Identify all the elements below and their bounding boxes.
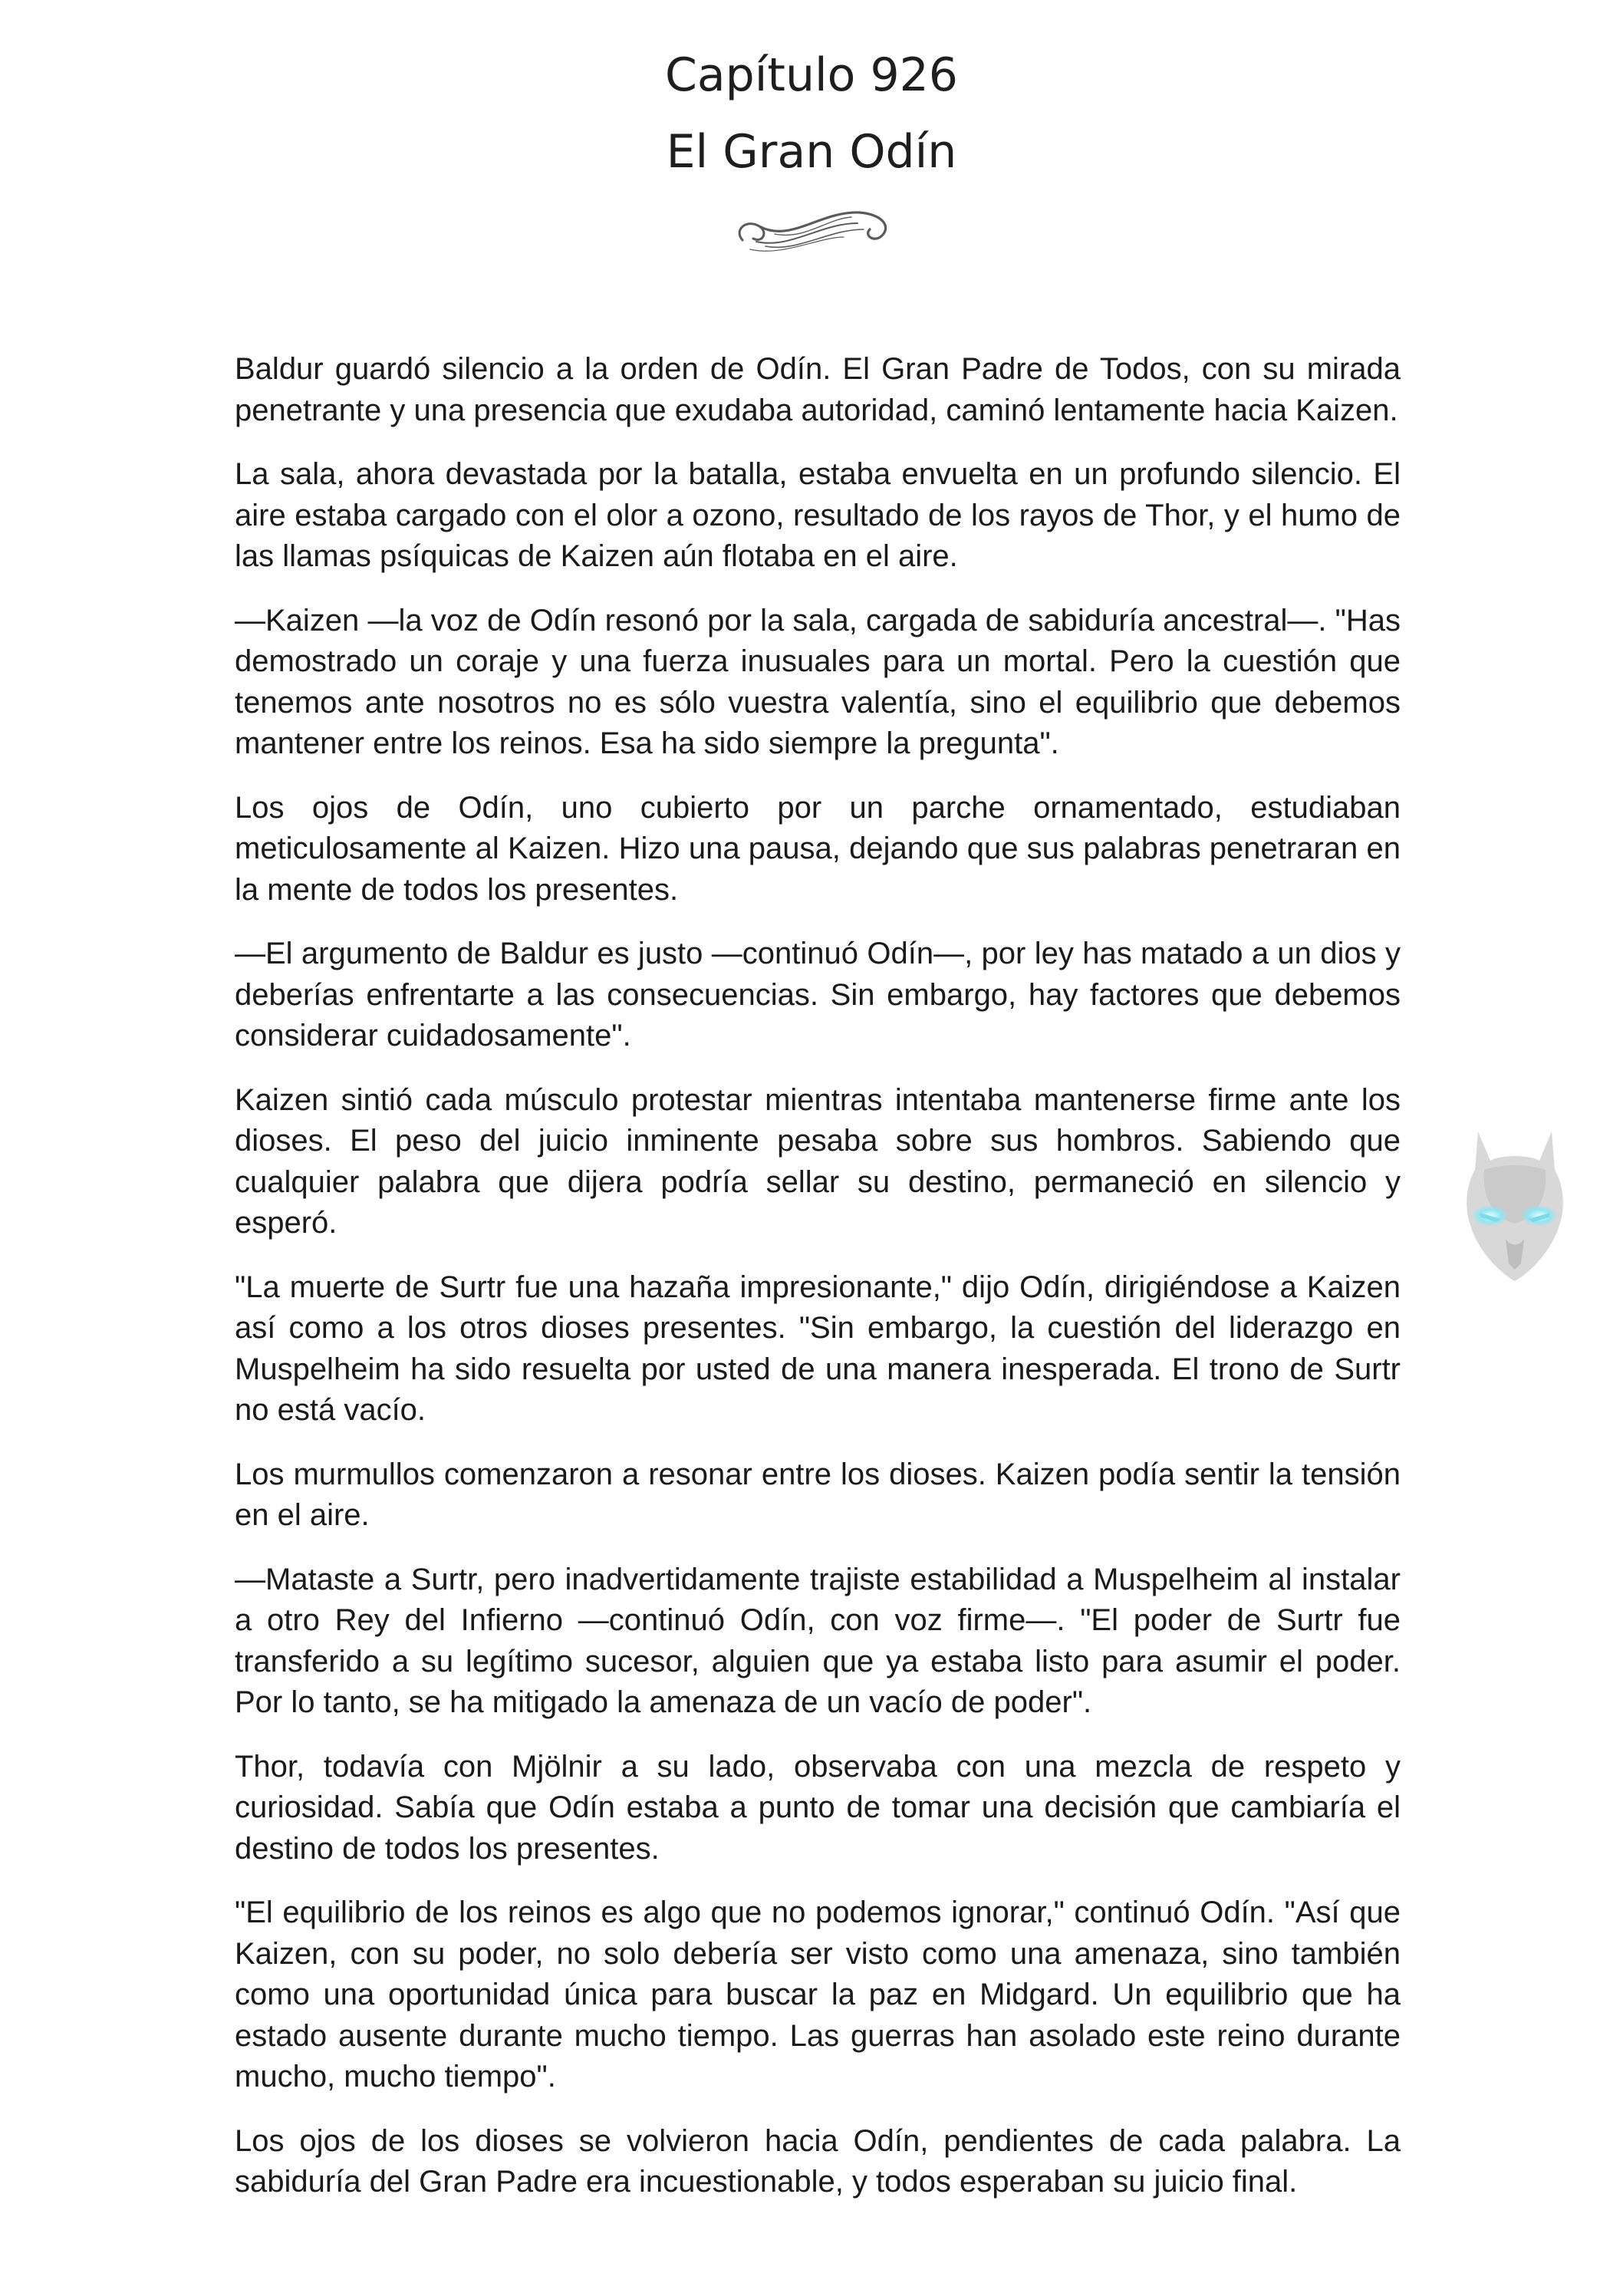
chapter-number: Capítulo 926 [665,48,958,102]
demon-head-watermark-icon [1461,1124,1569,1289]
chapter-body [235,349,1401,2226]
paragraph: —Kaizen —la voz de Odín resonó por la sala, cargada de sabiduría ancestral—. "Has demostrado un coraje y una fuerza inusuales para un mortal. Pero la cuestión que tenemos ante nosotros no es sólo vuestra valentía, sino el equilibrio que debemos mantener entre los reinos. Esa ha sido siempre la pregunta". [235,603,1401,760]
paragraph: Los murmullos comenzaron a resonar entre los dioses. Kaizen podía sentir la tensión en el aire. [235,1457,1401,1532]
paragraph: Thor, todavía con Mjölnir a su lado, observaba con una mezcla de respeto y curiosidad. Sabía que Odín estaba a punto de tomar una decisión que cambiaría el destino de todos los presentes. [235,1749,1401,1866]
chapter-title: El Gran Odín [666,125,957,179]
paragraph: —El argumento de Baldur es justo —continuó Odín—, por ley has matado a un dios y deberías enfrentarte a las consecuencias. Sin embargo, hay factores que debemos considerar cuidadosamente". [235,937,1401,1052]
flourish-divider-icon [729,196,897,265]
paragraph: —Mataste a Surtr, pero inadvertidamente trajiste estabilidad a Muspelheim al instalar a otro Rey del Infierno —continuó Odín, con voz firme—. "El poder de Surtr fue transferido a su legítimo sucesor, alguien que ya estaba listo para asumir el poder. Por lo tanto, se ha mitigado la amenaza de un vacío de poder". [235,1562,1401,1719]
paragraph: "La muerte de Surtr fue una hazaña impresionante," dijo Odín, dirigiéndose a Kaizen así como a los otros dioses presentes. "Sin embargo, la cuestión del liderazgo en Muspelheim ha sido resuelta por usted de una manera inesperada. El trono de Surtr no está vacío. [235,1270,1401,1427]
paragraph: La sala, ahora devastada por la batalla, estaba envuelta en un profundo silencio. El aire estaba cargado con el olor a ozono, resultado de los rayos de Thor, y el humo de las llamas psíquicas de Kaizen aún flotaba en el aire. [235,457,1401,573]
paragraph: Los ojos de los dioses se volvieron hacia Odín, pendientes de cada palabra. La sabiduría del Gran Padre era incuestionable, y todos esperaban su juicio final. [235,2123,1401,2199]
chapter-heading [0,37,1623,190]
paragraph: Baldur guardó silencio a la orden de Odín. El Gran Padre de Todos, con su mirada penetrante y una presencia que exudaba autoridad, caminó lentamente hacia Kaizen. [235,352,1401,427]
paragraph: Kaizen sintió cada músculo protestar mientras intentaba mantenerse firme ante los dioses. El peso del juicio inminente pesaba sobre sus hombros. Sabiendo que cualquier palabra que dijera podría sellar su destino, permaneció en silencio y esperó. [235,1082,1401,1240]
paragraph: "El equilibrio de los reinos es algo que no podemos ignorar," continuó Odín. "Así que Kaizen, con su poder, no solo debería ser visto como una amenaza, sino también como una oportunidad única para buscar la paz en Midgard. Un equilibrio que ha estado ausente durante mucho tiempo. Las guerras han asolado este reino durante mucho, mucho tiempo". [235,1896,1401,2093]
paragraph: Los ojos de Odín, uno cubierto por un parche ornamentado, estudiaban meticulosamente al Kaizen. Hizo una pausa, dejando que sus palabras penetraran en la mente de todos los presentes. [235,790,1401,907]
